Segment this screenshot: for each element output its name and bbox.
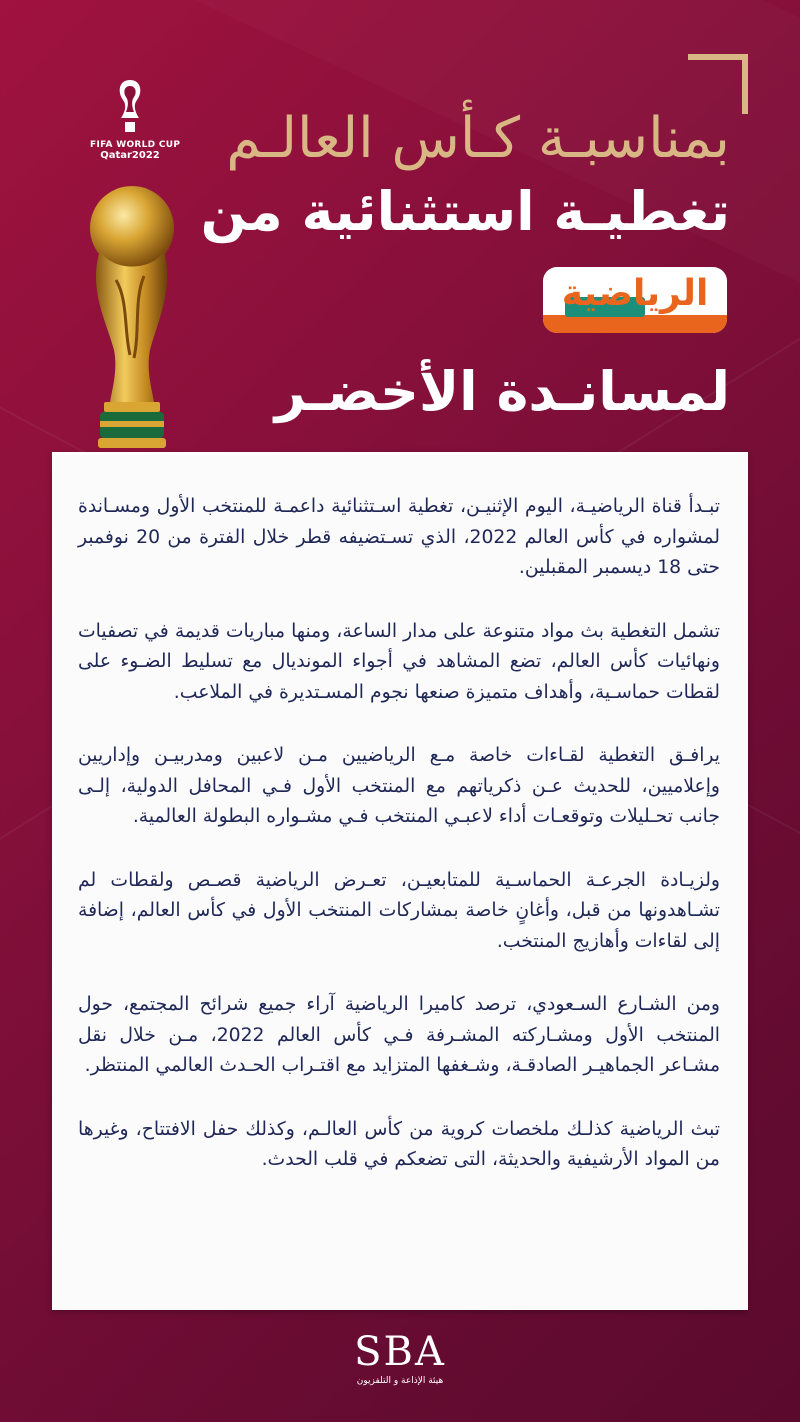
article-body (78, 492, 720, 1209)
headline-occasion: بمناسبـة كـأس العالـم (226, 106, 730, 171)
article-paragraph: تبث الرياضية كذلـك ملخصات كروية من كأس العالـم، وكذلك حفل الافتتاح، وغيرها من المواد الأرشيفية والحديثة، التى تضعكم في قلب الحدث. (78, 1118, 720, 1170)
article-paragraph: تشمل التغطية بث مواد متنوعة على مدار الساعة، ومنها مباريات قديمة في تصفيات ونهائيات كأس العالم، تضع المشاهد في أجواء المونديال مع تسليط الضـوء على لقطات حماسـية، وأهداف متميزة صنعها نجوم المسـتديرة في الملاعب. (78, 620, 720, 703)
event-logo (90, 78, 181, 168)
sba-subtitle: هيئة الإذاعة و التلفزيون (356, 1376, 444, 1386)
article-paragraph: ومن الشـارع السـعودي، ترصد كاميرا الرياضية آراء جميع شرائح المجتمع، حول المنتخب الأول ومشـاركته المشـرفة فـي كأس العالم 2022، مـن خلال نقل مشـاعر الجماهيـر الصادقـة، وشـغفها المتزايد مع اقتـراب الحـدث العالمي المنتظر. (78, 994, 721, 1076)
article-paragraph: يرافـق التغطية لقـاءات خاصة مـع الرياضيين مـن لاعبين ومدربيـن وإداريين وإعلاميين، للحديث عـن ذكرياتهم مع المنتخب الأول فـي المحافل الدولية، إلـى جانب تحـليلات وتوقعـات أداء لاعبـي المنتخب فـي مشـواره البطولة العالمية. (78, 745, 720, 827)
event-logo-line2: Qatar2022 (100, 150, 160, 161)
world-cup-trophy-icon (70, 180, 190, 460)
article-paragraph: تبـدأ قناة الرياضيـة، اليوم الإثنيـن، تغطية اسـتثنائية داعمـة للمنتخب الأول ومسـاندة لمشواره في كأس العالم 2022، الذي تسـتضيفه قطر خلال الفترة من 20 نوفمبر حتى 18 ديسمبر المقبلين. (78, 496, 721, 578)
channel-logo-text: الرياضية (561, 273, 709, 314)
headline-support: لمسانـدة الأخضـر (274, 360, 730, 423)
card-top-line (52, 452, 748, 455)
gold-corner-icon (688, 54, 748, 114)
world-cup-emblem-icon (113, 78, 147, 134)
alriyadiya-logo-icon (543, 267, 727, 333)
sba-logo-icon (340, 1330, 460, 1386)
event-logo-line1: FIFA WORLD CUP (90, 140, 181, 150)
article-card (52, 452, 748, 1310)
headline-coverage: تغطيـة استثنائية من (200, 180, 730, 243)
article-paragraph: ولزيـادة الجرعـة الحماسـية للمتابعيـن، تعـرض الرياضية قصـص ولقطات لم تشـاهدونها من قبل، وأغانٍ خاصة بمشاركات المنتخب الأول في كأس العالم، إضافة إلى لقاءات وأهازيج المنتخب. (78, 869, 720, 952)
sba-mark: SBA (354, 1329, 446, 1375)
logo-orange-band (543, 315, 727, 333)
